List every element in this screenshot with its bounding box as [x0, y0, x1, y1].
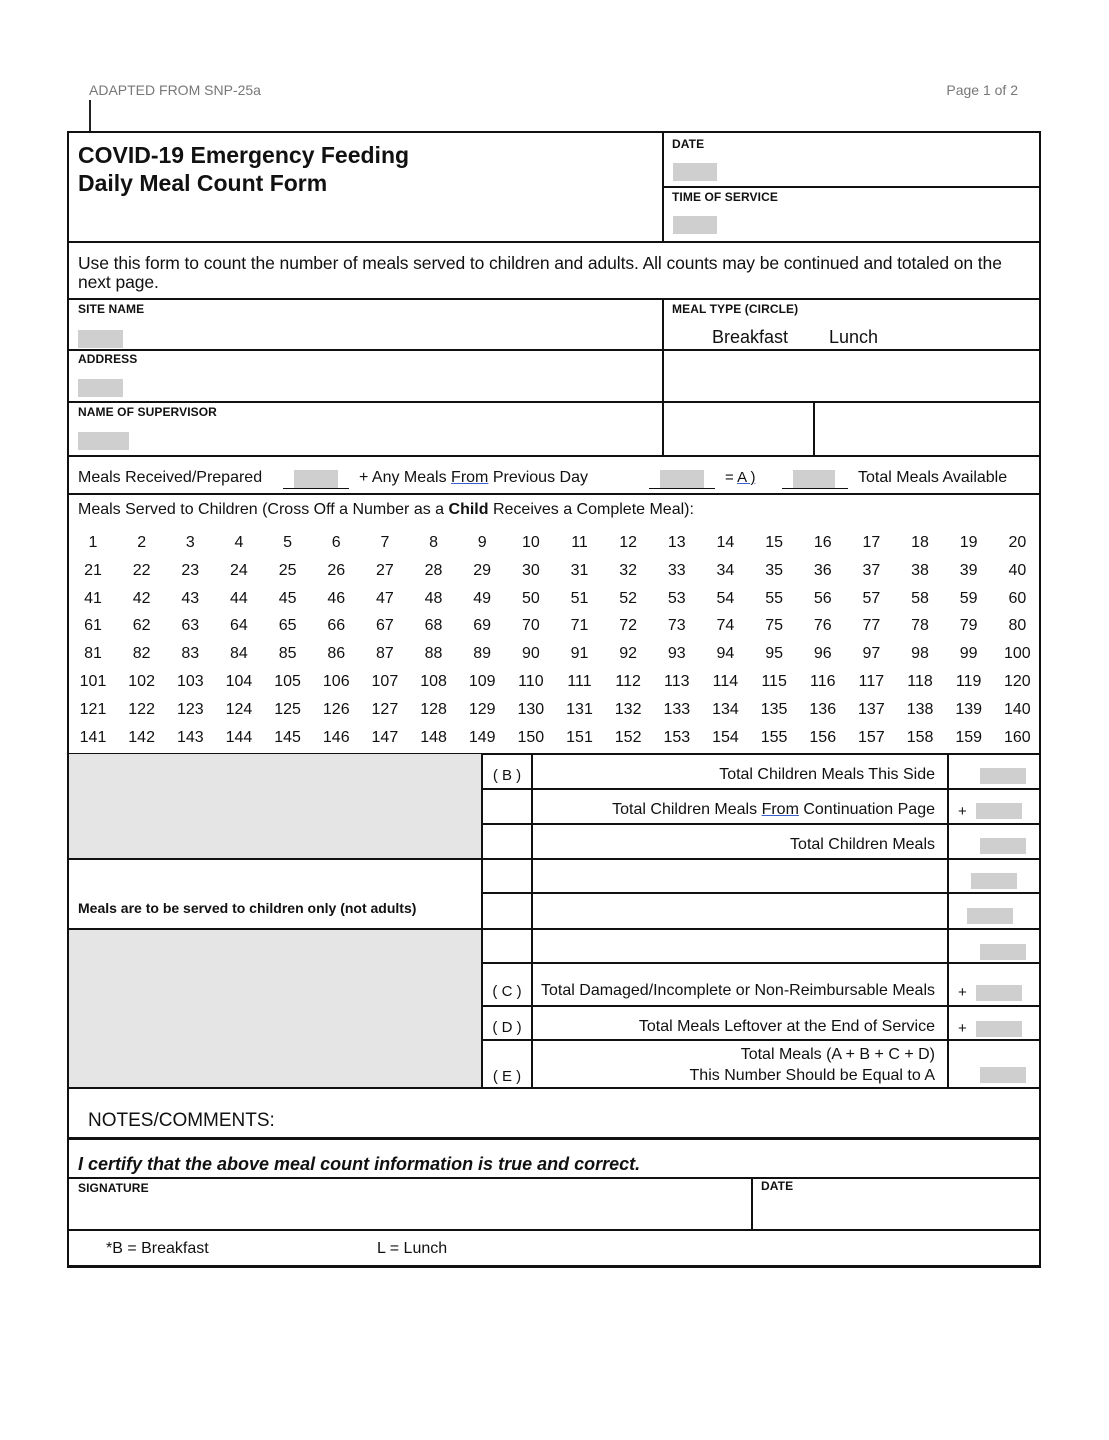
meal-count-22[interactable]: 22 — [132, 561, 151, 579]
previous-day-label: + Any Meals From Previous Day — [359, 469, 588, 486]
meal-count-29[interactable]: 29 — [473, 561, 492, 579]
meal-count-64[interactable]: 64 — [230, 617, 248, 635]
plus-sign: + — [958, 1020, 967, 1037]
meal-type-breakfast[interactable]: Breakfast — [712, 327, 789, 347]
code-e: ( E ) — [492, 1068, 522, 1085]
meal-count-14[interactable]: 14 — [716, 534, 735, 551]
meal-count-17[interactable]: 17 — [862, 534, 881, 551]
divider — [531, 753, 533, 1088]
meal-count-65[interactable]: 65 — [278, 617, 297, 635]
meal-count-35[interactable]: 35 — [765, 561, 783, 579]
meal-count-90[interactable]: 90 — [521, 645, 540, 663]
meal-count-111[interactable]: 111 — [567, 673, 592, 690]
meal-count-123[interactable]: 123 — [176, 700, 204, 718]
meal-count-56[interactable]: 56 — [813, 589, 832, 607]
divider — [813, 401, 815, 455]
date-field[interactable] — [673, 163, 717, 181]
meal-count-66[interactable]: 66 — [327, 617, 346, 635]
meal-count-43[interactable]: 43 — [181, 589, 200, 607]
meal-count-8[interactable]: 8 — [429, 534, 438, 551]
divider — [481, 892, 1039, 894]
meal-count-58[interactable]: 58 — [911, 589, 929, 607]
continuation-field[interactable] — [976, 803, 1022, 819]
meal-count-61[interactable]: 61 — [84, 617, 102, 635]
meal-count-78[interactable]: 78 — [911, 617, 929, 635]
code-d: ( D ) — [492, 1019, 522, 1036]
meal-count-13[interactable]: 13 — [667, 534, 686, 551]
meal-count-121[interactable]: 121 — [79, 700, 107, 718]
divider — [69, 928, 1039, 930]
signature-date-label: DATE — [761, 1179, 794, 1193]
meal-count-127[interactable]: 127 — [371, 700, 399, 718]
meal-count-82[interactable]: 82 — [132, 645, 151, 663]
meal-count-125[interactable]: 125 — [274, 700, 301, 718]
meal-count-97[interactable]: 97 — [862, 645, 881, 663]
meal-count-16[interactable]: 16 — [813, 534, 832, 551]
legend-breakfast: *B = Breakfast — [106, 1240, 209, 1257]
meal-count-91[interactable]: 91 — [570, 645, 589, 663]
notes-label: NOTES/COMMENTS: — [88, 1110, 275, 1131]
meal-count-79[interactable]: 79 — [959, 617, 978, 635]
meal-count-96[interactable]: 96 — [813, 645, 832, 663]
meal-count-18[interactable]: 18 — [911, 534, 929, 551]
continuation-label: Total Children Meals From Continuation Page — [612, 801, 935, 818]
meal-count-86[interactable]: 86 — [327, 645, 346, 663]
underline — [649, 488, 715, 489]
code-c: ( C ) — [492, 983, 522, 1000]
meal-count-5[interactable]: 5 — [283, 534, 293, 551]
divider — [69, 298, 1039, 300]
divider — [662, 298, 664, 455]
divider — [69, 1087, 1039, 1089]
supervisor-field[interactable] — [78, 432, 129, 450]
divider — [69, 349, 1039, 351]
meal-count-88[interactable]: 88 — [424, 645, 443, 663]
meal-count-63[interactable]: 63 — [181, 617, 200, 635]
meal-count-152[interactable]: 152 — [614, 728, 642, 746]
meal-count-27[interactable]: 27 — [375, 561, 394, 579]
meal-count-155[interactable]: 155 — [760, 728, 788, 746]
meal-count-28[interactable]: 28 — [424, 561, 443, 579]
divider — [481, 962, 1039, 964]
divider — [69, 1177, 1039, 1179]
meal-count-130[interactable]: 130 — [517, 700, 545, 718]
meal-count-141[interactable]: 141 — [79, 728, 107, 746]
meal-count-113[interactable]: 113 — [664, 673, 690, 690]
blank-field-3[interactable] — [980, 944, 1026, 960]
total-meals-field[interactable] — [980, 1067, 1026, 1083]
meal-count-154[interactable]: 154 — [712, 728, 739, 746]
meal-count-51[interactable]: 51 — [570, 589, 589, 607]
form-title-line2: Daily Meal Count Form — [78, 170, 328, 196]
time-of-service-field[interactable] — [673, 216, 717, 234]
meal-count-92[interactable]: 92 — [619, 645, 638, 663]
total-meals-label: Total Meals (A + B + C + D) — [740, 1046, 935, 1063]
meal-count-116[interactable]: 116 — [809, 673, 836, 690]
meal-count-135[interactable]: 135 — [760, 700, 788, 718]
meals-received-label: Meals Received/Prepared — [78, 469, 263, 486]
divider — [481, 1039, 1039, 1041]
meal-count-46[interactable]: 46 — [327, 589, 346, 607]
meal-count-138[interactable]: 138 — [906, 700, 934, 718]
total-available-label: Total Meals Available — [858, 469, 1008, 486]
meal-count-form — [67, 131, 1041, 1268]
meal-count-1[interactable]: 1 — [88, 534, 98, 551]
blank-field-2[interactable] — [967, 908, 1013, 924]
meal-count-67[interactable]: 67 — [375, 617, 394, 635]
leftover-meals-label: Total Meals Leftover at the End of Service — [638, 1018, 935, 1035]
meal-count-128[interactable]: 128 — [420, 700, 447, 718]
meal-count-26[interactable]: 26 — [327, 561, 346, 579]
meal-count-62[interactable]: 62 — [132, 617, 151, 635]
meal-count-20[interactable]: 20 — [1008, 534, 1027, 551]
meal-count-40[interactable]: 40 — [1008, 561, 1027, 579]
meal-count-50[interactable]: 50 — [521, 589, 540, 607]
meal-count-153[interactable]: 153 — [663, 728, 691, 746]
shaded-area-top — [69, 754, 481, 858]
meal-count-70[interactable]: 70 — [521, 617, 540, 635]
meal-count-73[interactable]: 73 — [667, 617, 686, 635]
meal-count-11[interactable]: 11 — [571, 534, 588, 551]
meal-count-57[interactable]: 57 — [862, 589, 881, 607]
meal-count-108[interactable]: 108 — [420, 673, 447, 690]
meal-count-131[interactable]: 131 — [566, 700, 593, 718]
leftover-meals-field[interactable] — [976, 1021, 1022, 1037]
meal-count-30[interactable]: 30 — [521, 561, 540, 579]
meal-count-71[interactable]: 71 — [570, 617, 589, 635]
divider — [69, 455, 1039, 457]
meal-count-81[interactable]: 81 — [84, 645, 102, 663]
meal-count-77[interactable]: 77 — [862, 617, 881, 635]
meal-count-85[interactable]: 85 — [278, 645, 297, 663]
previous-day-field[interactable] — [660, 470, 704, 488]
meal-count-21[interactable]: 21 — [84, 561, 102, 579]
meal-count-139[interactable]: 139 — [955, 700, 983, 718]
address-label: ADDRESS — [78, 352, 138, 366]
meal-count-93[interactable]: 93 — [667, 645, 686, 663]
meal-count-39[interactable]: 39 — [959, 561, 978, 579]
divider — [751, 1177, 753, 1229]
meal-count-95[interactable]: 95 — [765, 645, 783, 663]
meal-count-72[interactable]: 72 — [619, 617, 638, 635]
underline — [283, 488, 349, 489]
meal-count-84[interactable]: 84 — [230, 645, 248, 663]
meal-count-36[interactable]: 36 — [813, 561, 832, 579]
total-meals-check-label: This Number Should be Equal to A — [689, 1067, 935, 1084]
meal-count-157[interactable]: 157 — [858, 728, 885, 746]
address-field[interactable] — [78, 379, 123, 397]
total-a-marker: = A ) — [725, 469, 756, 486]
meal-count-102[interactable]: 102 — [128, 673, 155, 690]
meal-count-44[interactable]: 44 — [230, 589, 248, 607]
meal-count-147[interactable]: 147 — [371, 728, 399, 746]
time-of-service-label: TIME OF SERVICE — [672, 190, 778, 204]
meal-count-55[interactable]: 55 — [765, 589, 783, 607]
meal-count-137[interactable]: 137 — [858, 700, 885, 718]
meal-count-149[interactable]: 149 — [468, 728, 496, 746]
divider — [481, 1005, 1039, 1007]
meal-count-143[interactable]: 143 — [176, 728, 204, 746]
blank-field-1[interactable] — [971, 873, 1017, 889]
meal-count-23[interactable]: 23 — [181, 561, 200, 579]
meal-count-41[interactable]: 41 — [84, 589, 102, 607]
damaged-meals-field[interactable] — [976, 985, 1022, 1001]
meal-count-105[interactable]: 105 — [274, 673, 301, 690]
divider — [947, 753, 949, 1088]
certify-statement: I certify that the above meal count information is true and correct. — [78, 1154, 641, 1174]
meal-count-151[interactable]: 151 — [566, 728, 593, 746]
meal-count-158[interactable]: 158 — [906, 728, 934, 746]
divider — [69, 241, 1039, 243]
meal-count-38[interactable]: 38 — [911, 561, 929, 579]
meal-count-10[interactable]: 10 — [521, 534, 540, 551]
meal-count-87[interactable]: 87 — [375, 645, 394, 663]
meal-count-12[interactable]: 12 — [619, 534, 638, 551]
meal-count-122[interactable]: 122 — [128, 700, 155, 718]
meal-count-119[interactable]: 119 — [955, 673, 982, 690]
meal-count-112[interactable]: 112 — [615, 673, 641, 690]
total-this-side-field[interactable] — [980, 768, 1026, 784]
meal-count-60[interactable]: 60 — [1008, 589, 1027, 607]
meal-type-lunch[interactable]: Lunch — [829, 327, 879, 347]
divider — [69, 858, 1039, 860]
total-children-label: Total Children Meals — [790, 836, 935, 853]
meal-count-9[interactable]: 9 — [477, 534, 487, 551]
meal-count-75[interactable]: 75 — [765, 617, 783, 635]
meal-count-142[interactable]: 142 — [128, 728, 155, 746]
supervisor-label: NAME OF SUPERVISOR — [78, 405, 217, 419]
total-children-field[interactable] — [980, 838, 1026, 854]
meal-count-45[interactable]: 45 — [278, 589, 297, 607]
meal-count-53[interactable]: 53 — [667, 589, 686, 607]
meal-count-117[interactable]: 117 — [858, 673, 885, 690]
date-label: DATE — [672, 137, 705, 151]
meal-count-120[interactable]: 120 — [1003, 673, 1031, 690]
divider — [69, 1137, 1039, 1140]
meal-count-136[interactable]: 136 — [809, 700, 837, 718]
meal-count-159[interactable]: 159 — [955, 728, 983, 746]
meal-count-24[interactable]: 24 — [230, 561, 248, 579]
margin-tick — [89, 100, 91, 132]
meal-count-34[interactable]: 34 — [716, 561, 735, 579]
meal-count-145[interactable]: 145 — [274, 728, 301, 746]
meal-count-33[interactable]: 33 — [667, 561, 686, 579]
meal-count-129[interactable]: 129 — [468, 700, 496, 718]
plus-sign: + — [958, 984, 967, 1001]
meal-count-4[interactable]: 4 — [234, 534, 244, 551]
meal-count-146[interactable]: 146 — [322, 728, 350, 746]
meal-count-104[interactable]: 104 — [225, 673, 253, 690]
meal-count-69[interactable]: 69 — [473, 617, 492, 635]
site-name-label: SITE NAME — [78, 302, 145, 316]
meal-count-48[interactable]: 48 — [424, 589, 443, 607]
meal-count-83[interactable]: 83 — [181, 645, 200, 663]
meal-count-156[interactable]: 156 — [809, 728, 837, 746]
code-b: ( B ) — [492, 767, 522, 784]
meal-count-132[interactable]: 132 — [614, 700, 642, 718]
meal-count-118[interactable]: 118 — [907, 673, 933, 690]
meal-count-74[interactable]: 74 — [716, 617, 735, 635]
meal-count-59[interactable]: 59 — [959, 589, 978, 607]
meal-count-15[interactable]: 15 — [765, 534, 783, 551]
meal-count-140[interactable]: 140 — [1003, 700, 1031, 718]
divider — [481, 788, 1039, 790]
meal-count-126[interactable]: 126 — [322, 700, 350, 718]
meal-type-label: MEAL TYPE (CIRCLE) — [672, 302, 799, 316]
meals-received-field[interactable] — [294, 470, 338, 488]
meal-count-133[interactable]: 133 — [663, 700, 691, 718]
meal-count-7[interactable]: 7 — [380, 534, 390, 551]
meal-count-109[interactable]: 109 — [468, 673, 496, 690]
underline — [782, 488, 848, 489]
meal-count-25[interactable]: 25 — [278, 561, 297, 579]
meal-count-114[interactable]: 114 — [712, 673, 739, 690]
meal-count-76[interactable]: 76 — [813, 617, 832, 635]
form-source: ADAPTED FROM SNP-25a — [89, 82, 261, 98]
meal-count-100[interactable]: 100 — [1003, 645, 1031, 663]
meal-count-31[interactable]: 31 — [570, 561, 589, 579]
meal-count-150[interactable]: 150 — [517, 728, 545, 746]
signature-label: SIGNATURE — [78, 1181, 149, 1195]
divider — [481, 753, 483, 1088]
meal-count-134[interactable]: 134 — [712, 700, 739, 718]
meal-count-52[interactable]: 52 — [619, 589, 638, 607]
instructions: Use this form to count the number of meals served to children and adults. All counts may be continued and totaled on the next page. — [78, 253, 1002, 292]
page-number: Page 1 of 2 — [946, 82, 1018, 98]
meal-count-94[interactable]: 94 — [716, 645, 735, 663]
divider — [69, 1229, 1039, 1231]
meal-count-98[interactable]: 98 — [911, 645, 929, 663]
meal-count-80[interactable]: 80 — [1008, 617, 1027, 635]
meal-count-3[interactable]: 3 — [185, 534, 195, 551]
total-this-side-label: Total Children Meals This Side — [719, 766, 935, 783]
meal-count-54[interactable]: 54 — [716, 589, 735, 607]
meal-count-144[interactable]: 144 — [225, 728, 253, 746]
meal-count-124[interactable]: 124 — [225, 700, 253, 718]
divider — [69, 401, 1039, 403]
meal-count-89[interactable]: 89 — [473, 645, 492, 663]
meal-count-2[interactable]: 2 — [137, 534, 147, 551]
meal-count-107[interactable]: 107 — [371, 673, 399, 690]
site-name-field[interactable] — [78, 330, 123, 348]
plus-sign: + — [958, 803, 967, 820]
meal-count-19[interactable]: 19 — [959, 534, 978, 551]
meal-count-49[interactable]: 49 — [473, 589, 492, 607]
form-title-line1: COVID-19 Emergency Feeding — [78, 142, 410, 168]
meal-count-37[interactable]: 37 — [862, 561, 881, 579]
damaged-meals-label: Total Damaged/Incomplete or Non-Reimbursable Meals — [541, 982, 935, 999]
meal-count-148[interactable]: 148 — [420, 728, 447, 746]
total-available-field[interactable] — [793, 470, 835, 488]
children-only-note: Meals are to be served to children only (not adults) — [78, 900, 417, 916]
meal-count-101[interactable]: 101 — [79, 673, 107, 690]
meal-count-115[interactable]: 115 — [761, 673, 787, 690]
meal-count-6[interactable]: 6 — [331, 534, 341, 551]
meal-count-42[interactable]: 42 — [132, 589, 151, 607]
children-heading: Meals Served to Children (Cross Off a Number as a Child Receives a Complete Meal): — [78, 501, 694, 518]
meal-count-160[interactable]: 160 — [1003, 728, 1031, 746]
meal-count-47[interactable]: 47 — [375, 589, 394, 607]
meal-count-103[interactable]: 103 — [176, 673, 204, 690]
meal-count-99[interactable]: 99 — [959, 645, 978, 663]
divider — [662, 186, 1039, 188]
meal-count-106[interactable]: 106 — [322, 673, 350, 690]
divider — [69, 493, 1039, 495]
shaded-area-bottom — [69, 929, 481, 1087]
meal-count-68[interactable]: 68 — [424, 617, 443, 635]
divider — [481, 823, 1039, 825]
meal-count-110[interactable]: 110 — [518, 673, 544, 690]
meal-count-32[interactable]: 32 — [619, 561, 638, 579]
legend-lunch: L = Lunch — [377, 1240, 448, 1257]
